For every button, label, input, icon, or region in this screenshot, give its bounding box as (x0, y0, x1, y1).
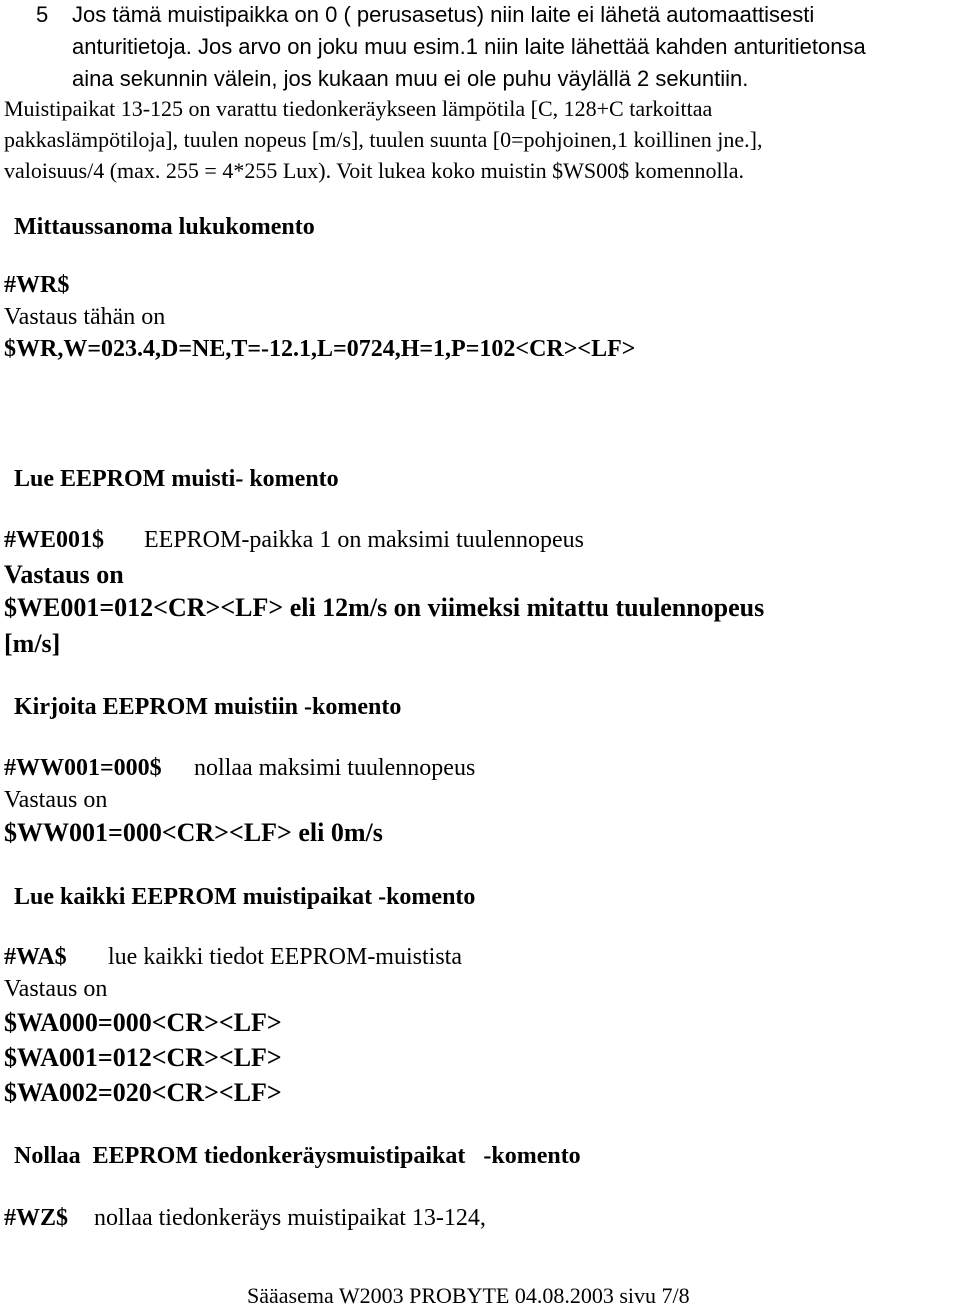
response-read-all-0: $WA000=000<CR><LF> (4, 1008, 282, 1037)
response-label-measure: Vastaus tähän on (4, 304, 166, 330)
command-we: #WE001$ (4, 527, 105, 553)
response-write-eeprom: $WW001=000<CR><LF> eli 0m/s (4, 818, 383, 847)
command-wr: #WR$ (4, 272, 70, 298)
intro-line-1: Jos tämä muistipaikka on 0 ( perusasetus) niin laite ei lähetä automaattisesti (72, 2, 815, 27)
command-ww: #WW001=000$ (4, 755, 162, 781)
command-ww-description: nollaa maksimi tuulennopeus (194, 755, 476, 781)
response-label-read-all: Vastaus on (4, 976, 108, 1002)
section-heading-write-eeprom: Kirjoita EEPROM muistiin -komento (14, 694, 402, 720)
intro-line-6: valoisuus/4 (max. 255 = 4*255 Lux). Voit lukea koko muistin $WS00$ komennolla. (4, 158, 744, 183)
command-wa-description: lue kaikki tiedot EEPROM-muistista (108, 944, 462, 970)
section-heading-read-eeprom: Lue EEPROM muisti- komento (14, 466, 339, 492)
command-wz-description: nollaa tiedonkeräys muistipaikat 13-124, (94, 1205, 486, 1231)
response-read-all-1: $WA001=012<CR><LF> (4, 1043, 282, 1072)
response-read-eeprom-line2: [m/s] (4, 629, 61, 658)
response-read-eeprom-line1: $WE001=012<CR><LF> eli 12m/s on viimeksi mitattu tuulennopeus (4, 593, 765, 622)
command-wa: #WA$ (4, 944, 67, 970)
section-heading-read-all: Lue kaikki EEPROM muistipaikat -komento (14, 884, 476, 910)
response-read-all-2: $WA002=020<CR><LF> (4, 1078, 282, 1107)
intro-line-2: anturitietoja. Jos arvo on joku muu esim.1 niin laite lähettää kahden anturitietonsa (72, 34, 866, 59)
command-we-description: EEPROM-paikka 1 on maksimi tuulennopeus (144, 527, 584, 553)
command-wz: #WZ$ (4, 1205, 69, 1231)
intro-line-4: Muistipaikat 13-125 on varattu tiedonkeräykseen lämpötila [C, 128+C tarkoittaa (4, 96, 713, 121)
response-label-read-eeprom: Vastaus on (4, 560, 124, 589)
section-heading-measure: Mittaussanoma lukukomento (14, 214, 315, 240)
intro-line-5: pakkaslämpötiloja], tuulen nopeus [m/s], tuulen suunta [0=pohjoinen,1 koillinen jne.], (4, 127, 763, 152)
list-item-number: 5 (36, 2, 49, 27)
response-label-write-eeprom: Vastaus on (4, 787, 108, 813)
section-heading-reset: Nollaa EEPROM tiedonkeräysmuistipaikat -komento (14, 1143, 581, 1169)
page-footer: Sääasema W2003 PROBYTE 04.08.2003 sivu 7/8 (247, 1283, 690, 1308)
response-measure: $WR,W=023.4,D=NE,T=-12.1,L=0724,H=1,P=102<CR><LF> (4, 336, 636, 362)
intro-line-3: aina sekunnin välein, jos kukaan muu ei ole puhu väylällä 2 sekuntiin. (72, 66, 749, 91)
